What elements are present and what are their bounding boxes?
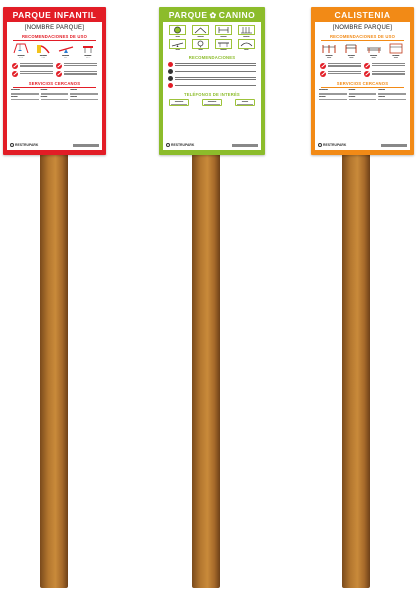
sign-content — [7, 22, 102, 150]
sign-content — [315, 22, 410, 150]
slide-icon — [35, 43, 51, 54]
nearby-services: ▬▬▬▬ ▬▬▬ ▬▬▬ ▬▬▬ ▬▬▬ ▬▬▬ — [319, 89, 385, 98]
brand-logo: RESTRUPARK — [166, 143, 194, 147]
recommendations-list — [163, 60, 261, 88]
wooden-post — [40, 148, 68, 588]
brand-logo: RESTRUPARK — [318, 143, 346, 147]
usage-rules — [315, 60, 410, 77]
recommendations-heading: RECOMENDACIONES DE USO — [21, 34, 88, 39]
phones-heading: TELÉFONOS DE INTERÉS — [184, 92, 240, 97]
sign-title: CALISTENIA — [334, 10, 391, 20]
bridge-icon — [238, 39, 255, 49]
ramp-icon — [192, 25, 209, 35]
calisthenics-sign-board — [311, 7, 414, 155]
pull-up-icon — [343, 43, 359, 54]
park-name: [NOMBRE PARQUE] — [332, 25, 393, 31]
playground-sign-board — [3, 7, 106, 155]
hoop-icon — [192, 39, 209, 49]
sign-footer — [318, 142, 407, 148]
services-heading: SERVICIOS CERCANOS — [28, 80, 81, 86]
walk-icon — [215, 39, 232, 49]
hurdle-icon — [215, 25, 232, 35]
paw-icon: ✿ — [209, 11, 217, 20]
nearby-services: ▬▬▬▬ ▬▬▬ ▬▬▬ ▬▬▬ ▬▬▬ ▬▬▬ — [11, 89, 77, 98]
swing-icon — [13, 43, 29, 54]
weave-poles-icon — [238, 25, 255, 35]
seesaw-icon — [58, 43, 74, 54]
sign-content — [163, 22, 261, 150]
dog-park-sign-board — [159, 7, 265, 155]
park-name: [NOMBRE PARQUE] — [24, 25, 85, 31]
sign-footer — [10, 142, 99, 148]
wooden-post — [192, 148, 220, 588]
usage-rules — [7, 60, 102, 77]
recommendations-heading: RECOMENDACIONES — [188, 55, 236, 60]
sign-title: PARQUE INFANTIL — [12, 10, 97, 20]
wooden-post — [342, 148, 370, 588]
agility-icons: ▬▬ ▬▬▬ ▬▬▬ ▬▬▬ ▬▬ ▬▬ ▬▬▬ ▬▬ — [163, 22, 261, 51]
equipment-icons: ▬▬▬ ▪ ▪ ▪ ▬▬▬ ▪ ▪ ▪ ▬▬▬ ▪ ▪ ▪ ▬▬▬ ▪ ▪ ▪ — [7, 41, 102, 60]
recommendations-heading: RECOMENDACIONES DE USO — [329, 34, 396, 39]
spring-rider-icon — [80, 43, 96, 54]
bars-icon — [321, 43, 337, 54]
phone-numbers: ▬▬▬▬ ▬▬▬▬ ▬▬▬ — [163, 97, 261, 106]
seesaw-icon — [169, 39, 186, 49]
brand-logo: RESTRUPARK — [10, 143, 38, 147]
rack-icon — [388, 43, 404, 54]
equipment-icons: ▬▬▬ ▬▬ ▬▬▬ ▬▬ ▬▬▬ ▬▬ ▬▬▬ ▬▬ — [315, 41, 410, 60]
parallel-bars-icon — [366, 43, 382, 54]
services-heading: SERVICIOS CERCANOS — [336, 80, 389, 86]
tunnel-icon — [169, 25, 186, 35]
sign-title: PARQUE ✿ CANINO — [168, 10, 256, 20]
sign-footer — [166, 142, 258, 148]
